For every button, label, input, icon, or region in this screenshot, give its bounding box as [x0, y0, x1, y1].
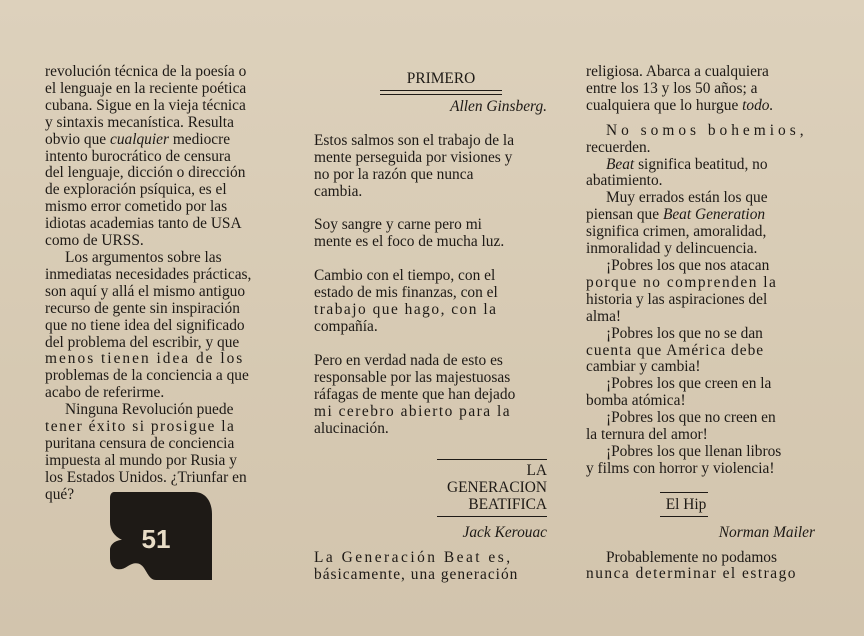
- text-line: ráfagas de mente que han dejado: [314, 385, 516, 403]
- text-line: porque no comprenden la: [586, 273, 778, 291]
- text-line: no por la razón que nunca: [314, 165, 474, 183]
- text-line: nunca determinar el estrago: [586, 565, 797, 583]
- text-line: tener éxito si prosigue la: [45, 418, 236, 436]
- text-line: recurso de gente sin inspiración: [45, 299, 240, 317]
- text-line: mi cerebro abierto para la: [314, 402, 512, 420]
- text-line: como de URSS.: [45, 232, 144, 250]
- text-line: menos tienen idea de los: [45, 350, 245, 368]
- text-line: Muy errados están los que: [606, 189, 768, 207]
- text-line: ¡Pobres los que creen en la: [606, 375, 772, 393]
- text-line: ¡Pobres los que no se dan: [606, 324, 763, 342]
- text-line: significa crimen, amoralidad,: [586, 223, 767, 241]
- text-line: trabajo que hago, con la: [314, 301, 498, 319]
- text-line: son aquí y allá el mismo antiguo: [45, 282, 246, 300]
- text-line: inmoralidad y delincuencia.: [586, 240, 758, 258]
- text-line: cuenta que América debe: [586, 341, 765, 359]
- column-3: [586, 64, 815, 583]
- text-line: obvio que cualquier mediocre: [45, 130, 231, 148]
- text-emphasis: Beat: [606, 155, 635, 173]
- text-line: Probablemente no podamos: [606, 548, 777, 566]
- text-line: historia y las aspiraciones del: [586, 290, 768, 308]
- text-line: y sintaxis mecanística. Resulta: [45, 113, 234, 131]
- text-line: impuesta al mundo por Rusia y: [45, 451, 237, 469]
- section-heading-primero: PRIMERO: [406, 70, 476, 87]
- text-line: responsable por las majestuosas: [314, 368, 511, 386]
- page-number-badge: [106, 488, 216, 584]
- text-line: No somos bohemios,: [606, 121, 808, 139]
- text-line: Pero en verdad nada de esto es: [314, 351, 503, 369]
- column-1: [45, 64, 277, 504]
- author-mailer: Norman Mailer: [718, 523, 815, 541]
- text-line: Los argumentos sobre las: [65, 248, 222, 266]
- text-line: religiosa. Abarca a cualquiera: [586, 63, 769, 80]
- text-line: Estos salmos son el trabajo de la: [314, 131, 515, 149]
- text-line: acabo de referirme.: [45, 384, 165, 402]
- text-emphasis: todo.: [742, 96, 774, 114]
- text-line: Soy sangre y carne pero mi: [314, 216, 482, 234]
- text-line: ¡Pobres los que nos atacan: [606, 256, 770, 274]
- text-line: alma!: [586, 307, 622, 325]
- text-line: inmediatas necesidades prácticas,: [45, 265, 252, 283]
- text-line: La Generación Beat es,: [314, 549, 513, 567]
- text-line: cualquiera que lo hurgue todo.: [586, 96, 774, 114]
- text-line: los Estados Unidos. ¿Triunfar en: [45, 468, 247, 486]
- text-line: mismo error cometido por las: [45, 198, 228, 216]
- author-name: Allen Ginsberg: [450, 97, 544, 115]
- text-line: Cambio con el tiempo, con el: [314, 267, 496, 285]
- text-emphasis: Beat Generation: [662, 206, 766, 224]
- text-line: básicamente, una generación: [314, 565, 519, 583]
- text-line: compañía.: [314, 317, 378, 335]
- text-line: idiotas academias tanto de USA: [45, 215, 242, 233]
- text-emphasis: cualquier: [109, 130, 169, 148]
- section-heading-line: GENERACION: [446, 479, 547, 497]
- text-line: que no tiene idea del significado: [45, 316, 245, 334]
- text-line: cubana. Sigue en la vieja técnica: [45, 96, 246, 114]
- text-line: intento burocrático de censura: [45, 147, 231, 165]
- text-line: y films con horror y violencia!: [586, 459, 775, 477]
- text-line: la ternura del amor!: [586, 426, 708, 444]
- text-line: mente perseguida por visiones y: [314, 148, 513, 166]
- text-line: revolución técnica de la poesía o: [45, 63, 247, 80]
- text-line: cambia.: [314, 182, 363, 200]
- text-line: puritana censura de conciencia: [45, 434, 235, 452]
- text-line: ¡Pobres los que no creen en: [606, 409, 776, 427]
- text-line: ¡Pobres los que llenan libros: [606, 442, 782, 460]
- text-line: bomba atómica!: [586, 392, 686, 410]
- text-line: mente es el foco de mucha luz.: [314, 233, 505, 251]
- text-line: el lenguaje en la reciente poética: [45, 79, 247, 97]
- column-2: [314, 64, 547, 584]
- text-line: cambiar y cambia!: [586, 358, 701, 376]
- text-line: piensan que Beat Generation: [586, 206, 766, 224]
- author-kerouac: Jack Kerouac: [462, 524, 547, 542]
- section-heading-el-hip: El Hip: [665, 495, 707, 513]
- text-line: alucinación.: [314, 419, 389, 437]
- text-line: abatimiento.: [586, 172, 663, 190]
- text-line: entre los 13 y los 50 años; a: [586, 79, 758, 97]
- section-heading-line: BEATIFICA: [468, 496, 547, 514]
- text-line: estado de mis finanzas, con el: [314, 284, 498, 302]
- text-line: qué?: [45, 485, 75, 503]
- text-line: Ninguna Revolución puede: [65, 401, 234, 419]
- section-heading-line: LA: [526, 462, 547, 480]
- text-line: del problema del escribir, y que: [45, 333, 240, 351]
- page-number: 51: [141, 524, 171, 554]
- heading-rule: [380, 90, 502, 91]
- author-ginsberg: Allen Ginsberg.: [450, 97, 547, 115]
- text-line: recuerden.: [586, 138, 651, 156]
- text-line: Beat significa beatitud, no: [606, 155, 768, 173]
- text-line: del lenguaje, dicción o dirección: [45, 164, 246, 182]
- text-line: problemas de la conciencia a que: [45, 367, 249, 385]
- text-line: de exploración psíquica, es el: [45, 181, 227, 199]
